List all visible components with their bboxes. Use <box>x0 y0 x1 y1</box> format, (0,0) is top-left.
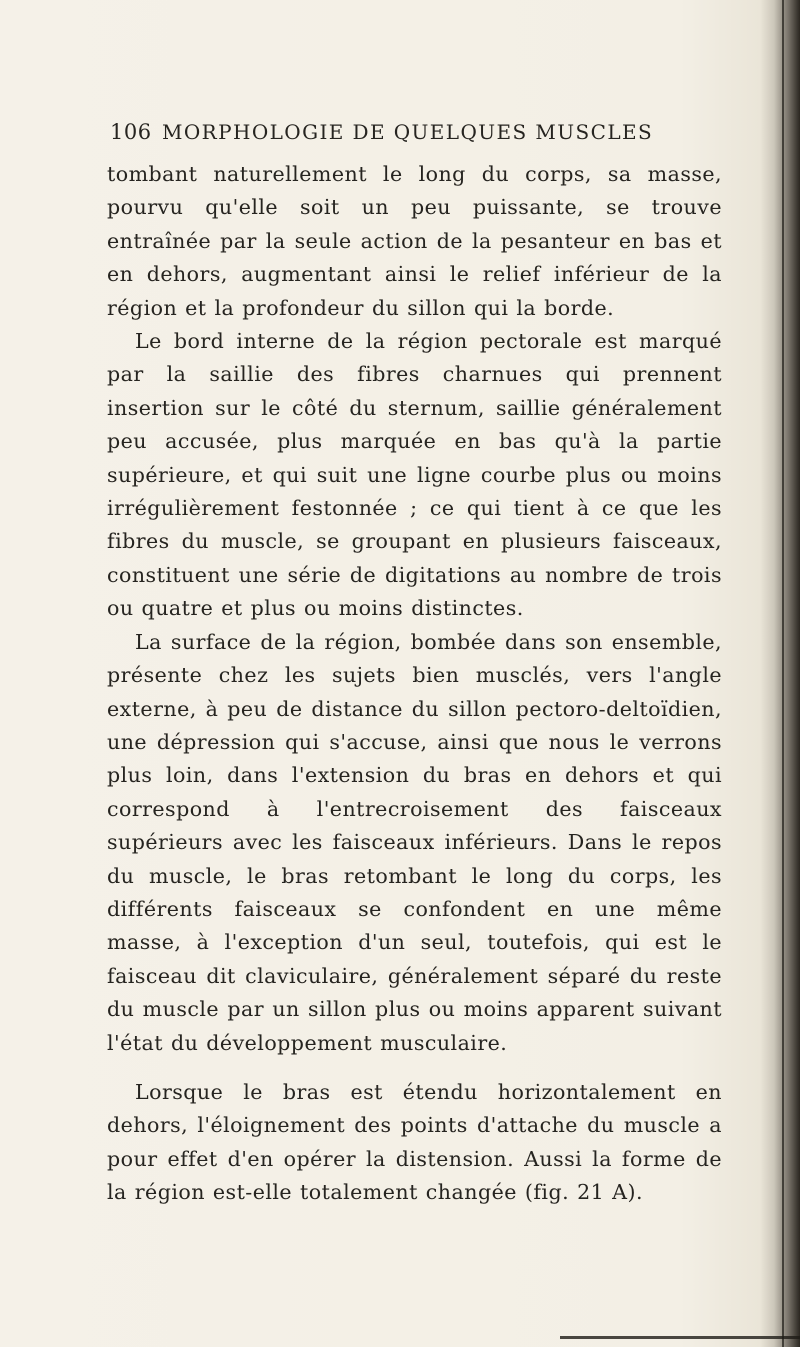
paragraph-4: Lorsque le bras est étendu horizontalement en dehors, l'éloignement des points d'attache du muscle a pour effet d'en opérer la distension. Aussi la forme de la région est-elle totalement changée (fig. 21 A). <box>107 1079 722 1205</box>
page-number: 106 <box>110 120 152 144</box>
paragraph-1: tombant naturellement le long du corps, sa masse, pourvu qu'elle soit un peu puissante, se trouve entraînée par la seule action de la pesanteur en bas et en dehors, augmentant ainsi le relief inférieur de la région et la profondeur du sillon qui la borde. <box>107 162 722 320</box>
binding-edge <box>782 0 784 1347</box>
book-spine-shadow <box>760 0 800 1347</box>
page-edge-rule <box>560 1336 800 1339</box>
paragraph-2: Le bord interne de la région pectorale est marqué par la saillie des fibres charnues qui prennent insertion sur le côté du sternum, saillie généralement peu accusée, plus marquée en bas qu'à la partie supérieure, et qui suit une ligne courbe plus ou moins irrégulièrement festonnée ; ce qui tient à ce que les fibres du muscle, se groupant en plusieurs faisceaux, constituent une série de digitations au nombre de trois ou quatre et plus ou moins distinctes. <box>107 329 722 621</box>
paragraph-3: La surface de la région, bombée dans son ensemble, présente chez les sujets bien musclés, vers l'angle externe, à peu de distance du sillon pectoro-deltoïdien, une dépression qui s'accuse, ainsi que nous le verrons plus loin, dans l'extension du bras en dehors et qui correspond à l'entrecroisement des faisceaux supérieurs avec les faisceaux inférieurs. Dans le repos du muscle, le bras retombant le long du corps, les différents faisceaux se confondent en une même masse, à l'exception d'un seul, toutefois, qui est le faisceau dit claviculaire, généralement séparé du reste du muscle par un sillon plus ou moins apparent suivant l'état du développement musculaire. <box>107 629 722 1055</box>
body-text <box>107 158 722 1210</box>
running-title: MORPHOLOGIE DE QUELQUES MUSCLES <box>162 120 654 144</box>
running-header <box>110 120 720 150</box>
